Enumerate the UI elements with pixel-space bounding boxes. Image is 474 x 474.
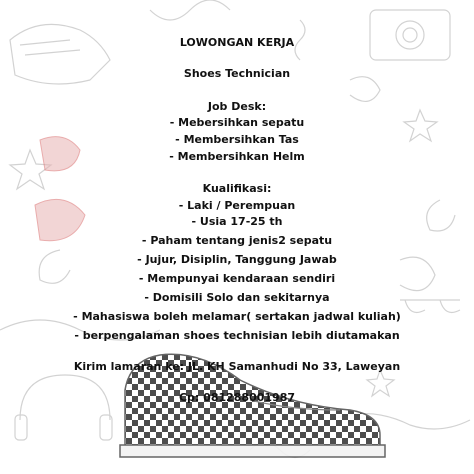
- job-desk-item: - Membersihkan Tas: [175, 133, 299, 146]
- qualification-item: - Laki / Perempuan: [178, 199, 296, 212]
- position-title: Shoes Technician: [183, 67, 291, 80]
- qualification-item: - Paham tentang jenis2 sepatu: [141, 234, 333, 247]
- contact-phone: Cp: 081288001987: [178, 391, 296, 404]
- qualification-item: - Usia 17-25 th: [191, 215, 283, 228]
- qualification-item: - Domisili Solo dan sekitarnya: [144, 291, 330, 304]
- poster-title: LOWONGAN KERJA: [179, 36, 295, 49]
- application-address: Kirim lamaran ke: JL. KH Samanhudi No 33, Laweyan: [73, 360, 401, 373]
- qualification-item: - Mempunyai kendaraan sendiri: [138, 272, 336, 285]
- job-desk-item: - Membersihkan Helm: [169, 150, 305, 163]
- qualification-item: - berpengalaman shoes technisian lebih diutamakan: [74, 329, 400, 342]
- job-desk-heading: Job Desk:: [207, 100, 267, 113]
- qualification-item: - Mahasiswa boleh melamar( sertakan jadwal kuliah): [73, 310, 401, 323]
- qualifications-heading: Kualifikasi:: [202, 182, 272, 195]
- qualification-item: - Jujur, Disiplin, Tanggung Jawab: [137, 253, 337, 266]
- job-desk-item: - Mebersihkan sepatu: [169, 116, 305, 129]
